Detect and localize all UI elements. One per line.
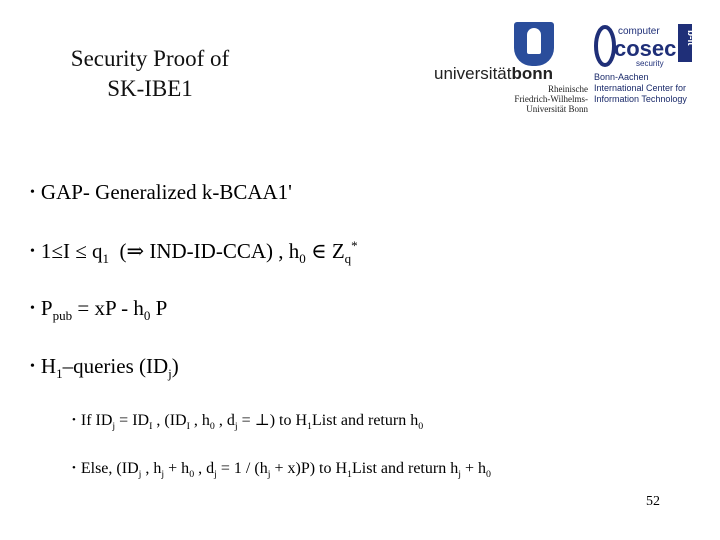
cosec-bit-logo (588, 18, 706, 108)
subbullet-else: • Else, ($ID_j$ , $h_j + h_0$ , $d_j = 1 / (h_j + x)P$) to $H_1List$ and return $h_j + h_0$ (72, 460, 491, 481)
bullet-h1-queries: • $H_1$–queries $(ID_j)$ (30, 354, 179, 382)
bonn-logo-wordmark: universitätbonn (434, 64, 554, 83)
university-bonn-logo (432, 14, 588, 114)
svg-text:cosec: cosec (614, 36, 677, 61)
slide-title (40, 44, 260, 104)
title-line-2: SK-IBE1 (107, 76, 193, 101)
cosec-logo-subtitle: Bonn-Aachen International Center for Information Technology (594, 72, 687, 104)
subbullet-if: • If $ID_j = ID_I$ , ($ID_I$ , $h_0$ , $d_j$ = ⊥) to $H_1List$ and return $h_0$ (72, 412, 424, 433)
title-line-1: Security Proof of (70, 46, 230, 71)
cosec-logo-icon (594, 22, 694, 68)
page-number: 52 (646, 494, 660, 509)
svg-text:computer: computer (618, 26, 660, 37)
svg-text:security: security (636, 59, 664, 68)
bonn-logo-subtitle: Rheinische Friedrich-Wilhelms- Universität Bonn (514, 84, 588, 114)
bullet-query-range: • $1\le I \le q_1$ (⇒ IND-ID-CCA) , $h_0$ ∈ $Z_q^*$ (30, 238, 358, 267)
bonn-shield-icon (514, 22, 554, 66)
bullet-gap: • GAP- Generalized k-BCAA1' (30, 180, 292, 204)
bullet-ppub: • $P_{pub}$ = xP - $h_0$ P (30, 296, 168, 324)
svg-text:b-it: b-it (685, 30, 696, 46)
